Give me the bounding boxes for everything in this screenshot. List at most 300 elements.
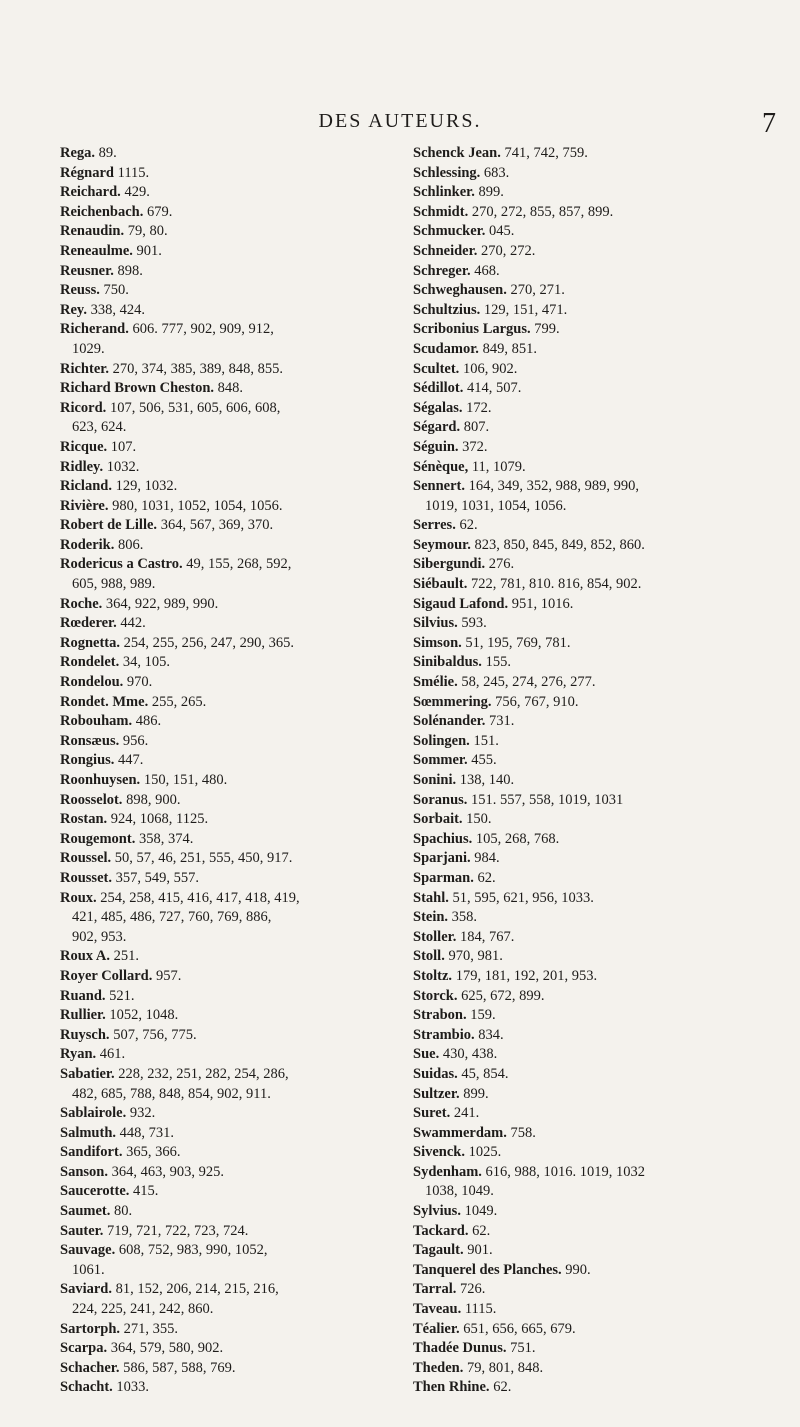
author-name: Rivière. <box>60 497 109 514</box>
page-references: 823, 850, 845, 849, 852, 860. <box>470 536 645 553</box>
page-references: 586, 587, 588, 769. <box>119 1359 236 1376</box>
author-name: Sandifort. <box>60 1144 123 1161</box>
page-references: 270, 271. <box>506 282 565 299</box>
page-references: 045. <box>485 223 515 240</box>
index-entry-continuation: 1038, 1049. <box>425 1183 494 1200</box>
author-name: Storck. <box>413 987 458 1004</box>
index-entry <box>413 771 793 791</box>
author-name: Ruysch. <box>60 1026 110 1043</box>
author-name: Ricland. <box>60 478 112 495</box>
page-references: 129, 151, 471. <box>480 301 568 318</box>
author-name: Theden. <box>413 1359 464 1376</box>
page-references: 849, 851. <box>478 340 537 357</box>
author-name: Tanquerel des Planches. <box>413 1261 562 1278</box>
author-name: Schenck Jean. <box>413 145 501 161</box>
author-name: Silvius. <box>413 615 458 632</box>
author-name: Stoller. <box>413 928 457 945</box>
page-references: 138, 140. <box>456 772 515 788</box>
author-name: Solénander. <box>413 713 486 730</box>
page-references: 81, 152, 206, 214, 215, 216, <box>111 1281 279 1298</box>
index-entry <box>413 595 793 615</box>
page-references: 58, 245, 274, 276, 277. <box>457 674 596 691</box>
page-references: 1115. <box>113 164 150 181</box>
author-name: Robouham. <box>60 713 133 730</box>
index-entry <box>60 1339 405 1359</box>
index-entry <box>60 262 405 282</box>
index-entry <box>60 301 405 321</box>
page-references: 62. <box>473 869 496 886</box>
page-references: 164, 349, 352, 988, 989, 990, <box>464 478 639 495</box>
page-references: 276. <box>485 556 515 573</box>
index-entry <box>60 967 405 987</box>
page-references: 107, 506, 531, 605, 606, 608, <box>106 399 281 416</box>
index-entry <box>60 477 405 497</box>
page-references: 51, 195, 769, 781. <box>461 634 571 651</box>
index-entry <box>60 1202 405 1222</box>
page-references: 364, 579, 580, 902. <box>107 1340 224 1357</box>
index-entry <box>413 222 793 242</box>
page-references: 806. <box>114 536 144 553</box>
index-entry <box>60 144 405 164</box>
index-entry <box>60 1124 405 1144</box>
index-entry <box>413 830 793 850</box>
page-references: 107. <box>107 438 137 455</box>
page-references: 151. <box>469 732 499 749</box>
page-references: 270, 374, 385, 389, 848, 855. <box>109 360 283 377</box>
index-entry <box>413 889 793 909</box>
author-name: Salmuth. <box>60 1124 117 1141</box>
page-references: 254, 258, 415, 416, 417, 418, 419, <box>96 889 300 906</box>
index-entry <box>60 732 405 752</box>
author-name: Rondelet. <box>60 654 120 671</box>
page-references: 49, 155, 268, 592, <box>182 556 292 573</box>
page-references: 62. <box>455 517 478 534</box>
author-name: Stoll. <box>413 948 445 965</box>
index-entry <box>413 1143 793 1163</box>
author-name: Suret. <box>413 1105 451 1122</box>
author-name: Rousset. <box>60 869 112 886</box>
author-name: Sennert. <box>413 478 465 495</box>
author-name: Sivenck. <box>413 1144 465 1161</box>
author-name: Scultet. <box>413 360 460 377</box>
index-entry <box>60 497 405 517</box>
author-name: Renaudin. <box>60 223 125 240</box>
author-name: Reichenbach. <box>60 203 144 220</box>
index-entry <box>413 242 793 262</box>
page-references: 364, 463, 903, 925. <box>107 1163 224 1180</box>
index-entry <box>413 653 793 673</box>
page-references: 372. <box>458 438 488 455</box>
author-name: Schreger. <box>413 262 471 279</box>
index-entry <box>60 1163 405 1183</box>
page-references: 956. <box>119 732 149 749</box>
page-references: 50, 57, 46, 251, 555, 450, 917. <box>111 850 293 867</box>
author-name: Roonhuysen. <box>60 772 141 788</box>
page-references: 155. <box>481 654 511 671</box>
index-entry <box>413 791 793 811</box>
index-entry <box>60 987 405 1007</box>
index-entry <box>413 438 793 458</box>
author-name: Roux. <box>60 889 97 906</box>
author-name: Sonini. <box>413 772 457 788</box>
index-entry-continuation: 623, 624. <box>72 419 127 436</box>
page-references: 957. <box>152 967 182 984</box>
page-references: 683. <box>480 164 510 181</box>
author-name: Tackard. <box>413 1222 469 1239</box>
author-name: Schacht. <box>60 1379 113 1396</box>
running-head: DES AUTEURS. <box>318 110 482 132</box>
index-entry <box>413 987 793 1007</box>
page-number: 7 <box>762 108 776 139</box>
author-name: Reneaulme. <box>60 242 133 259</box>
index-entry <box>413 751 793 771</box>
index-entry <box>413 634 793 654</box>
index-entry <box>413 144 793 164</box>
index-entry <box>60 1143 405 1163</box>
page-references: 970. <box>123 674 153 691</box>
index-entry <box>60 1241 405 1261</box>
page-references: 357, 549, 557. <box>111 869 199 886</box>
page-references: 521. <box>105 987 135 1004</box>
page-references: 447. <box>114 752 144 769</box>
author-name: Stein. <box>413 909 449 926</box>
page-references: 1052, 1048. <box>105 1007 179 1024</box>
index-entry <box>60 712 405 732</box>
index-entry <box>60 869 405 889</box>
page-references: 1025. <box>464 1144 502 1161</box>
index-entry <box>413 1124 793 1144</box>
index-entry <box>413 928 793 948</box>
index-entry <box>413 810 793 830</box>
index-entry <box>413 555 793 575</box>
author-name: Swammerdam. <box>413 1124 507 1141</box>
author-name: Sinibaldus. <box>413 654 482 671</box>
page-references: 970, 981. <box>444 948 503 965</box>
index-entry <box>60 222 405 242</box>
author-name: Roosselot. <box>60 791 123 808</box>
page-references: 722, 781, 810. 816, 854, 902. <box>467 576 642 593</box>
page-references: 616, 988, 1016. 1019, 1032 <box>481 1163 646 1180</box>
page-references: 751. <box>506 1340 536 1357</box>
page-references: 455. <box>467 752 497 769</box>
page-references: 898. <box>113 262 143 279</box>
page-references: 901. <box>132 242 162 259</box>
author-name: Rodericus a Castro. <box>60 556 183 573</box>
page-references: 184, 767. <box>456 928 515 945</box>
index-entry <box>60 1320 405 1340</box>
author-name: Strabon. <box>413 1007 467 1024</box>
page-references: 89. <box>95 145 117 161</box>
author-name: Rongius. <box>60 752 115 769</box>
page-references: 899. <box>459 1085 489 1102</box>
author-name: Régnard <box>60 164 114 181</box>
author-name: Richard Brown Cheston. <box>60 380 215 397</box>
page-references: 448, 731. <box>116 1124 175 1141</box>
page-references: 429. <box>120 184 150 201</box>
index-entry <box>60 791 405 811</box>
index-entry-continuation: 482, 685, 788, 848, 854, 902, 911. <box>72 1085 271 1102</box>
page-references: 758. <box>506 1124 536 1141</box>
author-name: Rougemont. <box>60 830 136 847</box>
author-name: Saumet. <box>60 1203 111 1220</box>
author-name: Sue. <box>413 1046 440 1063</box>
index-entry <box>60 810 405 830</box>
index-entry <box>60 634 405 654</box>
index-entry <box>60 1182 405 1202</box>
page-references: 79, 80. <box>124 223 168 240</box>
page-references: 62. <box>489 1379 512 1396</box>
index-entry <box>413 575 793 595</box>
page-references: 251. <box>109 948 139 965</box>
author-name: Smélie. <box>413 674 458 691</box>
page-references: 679. <box>143 203 173 220</box>
page-references: 51, 595, 621, 956, 1033. <box>448 889 594 906</box>
page-references: 151. 557, 558, 1019, 1031 <box>467 791 624 808</box>
index-entry <box>413 1241 793 1261</box>
page-references: 1049. <box>460 1203 498 1220</box>
index-entry <box>413 1222 793 1242</box>
index-entry <box>413 614 793 634</box>
page-references: 750. <box>99 282 129 299</box>
author-name: Ricque. <box>60 438 108 455</box>
author-name: Sauter. <box>60 1222 104 1239</box>
index-entry-continuation: 224, 225, 241, 242, 860. <box>72 1301 214 1318</box>
page-references: 241. <box>450 1105 480 1122</box>
author-name: Schlessing. <box>413 164 481 181</box>
index-entry <box>413 869 793 889</box>
index-entry <box>60 1359 405 1379</box>
page-references: 990. <box>561 1261 591 1278</box>
page-references: 807. <box>460 419 490 436</box>
index-entry <box>60 1104 405 1124</box>
page-references: 834. <box>474 1026 504 1043</box>
index-entry <box>60 438 405 458</box>
index-entry <box>413 1006 793 1026</box>
author-name: Ridley. <box>60 458 104 475</box>
page-references: 364, 922, 989, 990. <box>102 595 219 612</box>
author-name: Taveau. <box>413 1301 462 1318</box>
index-entry <box>60 242 405 262</box>
page-references: 731. <box>485 713 515 730</box>
author-name: Ronsæus. <box>60 732 120 749</box>
author-name: Sanson. <box>60 1163 108 1180</box>
page-references: 461. <box>96 1046 126 1063</box>
page-references: 62. <box>468 1222 491 1239</box>
author-name: Stahl. <box>413 889 449 906</box>
index-entry <box>413 849 793 869</box>
index-entry <box>60 673 405 693</box>
index-entry <box>60 771 405 791</box>
author-name: Schweghausen. <box>413 282 507 299</box>
author-name: Then Rhine. <box>413 1379 490 1396</box>
index-entry <box>413 1339 793 1359</box>
author-name: Sibergundi. <box>413 556 486 573</box>
page-references: 364, 567, 369, 370. <box>157 517 274 534</box>
index-entry <box>413 379 793 399</box>
index-entry-continuation: 605, 988, 989. <box>72 576 156 593</box>
author-name: Ségalas. <box>413 399 463 416</box>
author-name: Simson. <box>413 634 462 651</box>
index-entry <box>413 1065 793 1085</box>
page-references: 932. <box>126 1105 156 1122</box>
author-name: Rondet. Mme. <box>60 693 149 710</box>
author-name: Solingen. <box>413 732 470 749</box>
author-name: Schneider. <box>413 242 478 259</box>
index-entry <box>413 908 793 928</box>
index-entry <box>60 379 405 399</box>
index-entry <box>60 164 405 184</box>
author-name: Schultzius. <box>413 301 481 318</box>
page-references: 898, 900. <box>122 791 181 808</box>
index-column-left <box>60 144 405 1398</box>
author-name: Reusner. <box>60 262 114 279</box>
page-references: 651, 656, 665, 679. <box>459 1320 576 1337</box>
author-name: Scudamor. <box>413 340 479 357</box>
index-entry <box>60 1065 405 1085</box>
page-references: 1033. <box>112 1379 150 1396</box>
page-references: 358. <box>448 909 478 926</box>
index-entry <box>413 1026 793 1046</box>
page-references: 899. <box>474 184 504 201</box>
index-entry <box>60 360 405 380</box>
page-references: 415. <box>129 1183 159 1200</box>
page-references: 150, 151, 480. <box>140 772 228 788</box>
index-entry <box>413 320 793 340</box>
page-references: 593. <box>457 615 487 632</box>
author-name: Thadée Dunus. <box>413 1340 507 1357</box>
page-references: 756, 767, 910. <box>491 693 579 710</box>
index-entry <box>413 673 793 693</box>
index-entry-continuation: 1061. <box>72 1261 105 1278</box>
index-entry <box>60 458 405 478</box>
page-references: 741, 742, 759. <box>500 145 588 161</box>
index-entry <box>60 595 405 615</box>
index-entry <box>413 1320 793 1340</box>
author-name: Reuss. <box>60 282 100 299</box>
index-entry <box>413 732 793 752</box>
author-name: Siébault. <box>413 576 468 593</box>
index-entry <box>60 281 405 301</box>
index-entry <box>413 1104 793 1124</box>
page-references: 608, 752, 983, 990, 1052, <box>115 1242 268 1259</box>
index-entry <box>60 830 405 850</box>
page-references: 901. <box>463 1242 493 1259</box>
author-name: Sénèque, <box>413 458 469 475</box>
page-references: 11, 1079. <box>468 458 526 475</box>
index-entry <box>413 399 793 419</box>
index-entry <box>413 516 793 536</box>
author-name: Rondelou. <box>60 674 124 691</box>
index-entry-continuation: 1029. <box>72 340 105 357</box>
author-name: Serres. <box>413 517 456 534</box>
author-name: Sablairole. <box>60 1105 127 1122</box>
page-references: 625, 672, 899. <box>457 987 545 1004</box>
author-name: Rœderer. <box>60 615 117 632</box>
author-name: Séguin. <box>413 438 459 455</box>
page-references: 848. <box>214 380 244 397</box>
index-entry <box>60 320 405 340</box>
page-references: 486. <box>132 713 162 730</box>
index-entry <box>413 1202 793 1222</box>
index-entry <box>60 536 405 556</box>
index-entry <box>60 399 405 419</box>
index-entry-continuation: 902, 953. <box>72 928 127 945</box>
page-references: 179, 181, 192, 201, 953. <box>452 967 598 984</box>
index-entry <box>60 1006 405 1026</box>
author-name: Sultzer. <box>413 1085 460 1102</box>
author-name: Scarpa. <box>60 1340 108 1357</box>
index-entry <box>413 477 793 497</box>
author-name: Robert de Lille. <box>60 517 158 534</box>
author-name: Schmucker. <box>413 223 486 240</box>
author-name: Ricord. <box>60 399 107 416</box>
author-name: Sédillot. <box>413 380 464 397</box>
page-references: 254, 255, 256, 247, 290, 365. <box>120 634 295 651</box>
index-entry <box>413 693 793 713</box>
page-references: 719, 721, 722, 723, 724. <box>103 1222 249 1239</box>
index-entry <box>60 1045 405 1065</box>
author-name: Ségard. <box>413 419 461 436</box>
index-entry <box>413 967 793 987</box>
author-name: Schlinker. <box>413 184 475 201</box>
index-entry <box>413 183 793 203</box>
author-name: Sabatier. <box>60 1065 115 1082</box>
author-name: Royer Collard. <box>60 967 153 984</box>
author-name: Sydenham. <box>413 1163 482 1180</box>
index-entry <box>413 1378 793 1398</box>
author-name: Reichard. <box>60 184 121 201</box>
index-entry <box>413 947 793 967</box>
index-entry <box>60 1222 405 1242</box>
page-references: 414, 507. <box>463 380 522 397</box>
author-name: Sommer. <box>413 752 468 769</box>
author-name: Rostan. <box>60 811 108 828</box>
author-name: Ruand. <box>60 987 106 1004</box>
index-entry-continuation: 421, 485, 486, 727, 760, 769, 886, <box>72 909 272 926</box>
page-references: 45, 854. <box>457 1065 509 1082</box>
index-entry <box>413 1300 793 1320</box>
page-references: 358, 374. <box>135 830 194 847</box>
index-entry <box>60 1378 405 1398</box>
author-name: Schmidt. <box>413 203 469 220</box>
page-references: 726. <box>456 1281 486 1298</box>
index-entry <box>413 1163 793 1183</box>
index-entry <box>413 301 793 321</box>
author-name: Sœmmering. <box>413 693 492 710</box>
page-references: 270, 272, 855, 857, 899. <box>468 203 614 220</box>
author-name: Saucerotte. <box>60 1183 130 1200</box>
page-references: 80. <box>110 1203 133 1220</box>
index-entry <box>413 458 793 478</box>
index-entry <box>413 712 793 732</box>
page-references: 338, 424. <box>86 301 145 318</box>
page-references: 105, 268, 768. <box>472 830 560 847</box>
author-name: Roux A. <box>60 948 110 965</box>
index-entry <box>413 281 793 301</box>
page-references: 1115. <box>461 1301 497 1318</box>
index-entry <box>60 1280 405 1300</box>
page-references: 150. <box>462 811 492 828</box>
index-entry <box>413 536 793 556</box>
author-name: Sigaud Lafond. <box>413 595 509 612</box>
author-name: Sorbait. <box>413 811 463 828</box>
index-entry <box>413 1280 793 1300</box>
author-name: Ryan. <box>60 1046 97 1063</box>
page-references: 255, 265. <box>148 693 207 710</box>
page-references: 984. <box>470 850 500 867</box>
index-entry <box>60 203 405 223</box>
author-name: Rullier. <box>60 1007 106 1024</box>
